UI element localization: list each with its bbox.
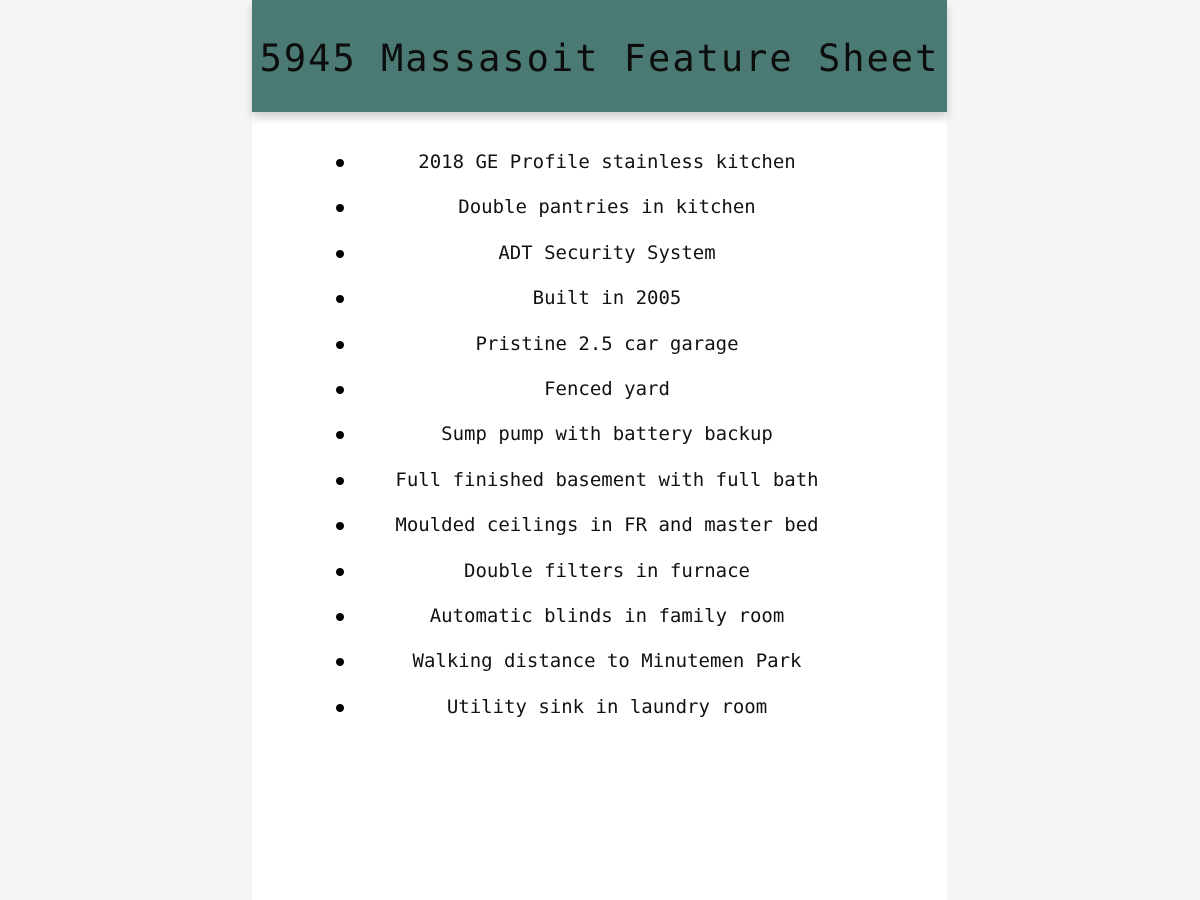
- bullet-icon: [336, 204, 344, 212]
- header-banner: [252, 0, 947, 112]
- list-item: [252, 458, 947, 503]
- bullet-icon: [336, 477, 344, 485]
- feature-sheet: [252, 0, 947, 900]
- bullet-icon: [336, 522, 344, 530]
- feature-text: Pristine 2.5 car garage: [475, 332, 739, 355]
- feature-text: 2018 GE Profile stainless kitchen: [418, 151, 796, 173]
- feature-text: Automatic blinds in family room: [429, 604, 785, 627]
- bullet-icon: [336, 658, 344, 666]
- bullet-icon: [336, 295, 344, 303]
- feature-text: ADT Security System: [498, 241, 716, 264]
- list-item: [252, 685, 947, 730]
- feature-text: Fenced yard: [544, 377, 670, 400]
- bullet-icon: [336, 386, 344, 394]
- bullet-icon: [336, 341, 344, 349]
- list-item: [252, 503, 947, 548]
- feature-text: Moulded ceilings in FR and master bed: [395, 514, 819, 537]
- page-title: 5945 Massasoit Feature Sheet: [259, 36, 940, 80]
- bullet-icon: [336, 431, 344, 439]
- feature-list: [252, 140, 947, 730]
- list-item: [252, 276, 947, 321]
- feature-text: Built in 2005: [532, 287, 682, 310]
- feature-text: Full finished basement with full bath: [395, 468, 819, 491]
- feature-text: Sump pump with battery backup: [441, 423, 773, 446]
- bullet-icon: [336, 250, 344, 258]
- bullet-icon: [336, 159, 344, 167]
- bullet-icon: [336, 613, 344, 621]
- list-item: [252, 594, 947, 639]
- list-item: [252, 185, 947, 230]
- feature-text: Walking distance to Minutemen Park: [412, 650, 802, 673]
- list-item: [252, 322, 947, 367]
- list-item: [252, 639, 947, 684]
- bullet-icon: [336, 568, 344, 576]
- list-item: [252, 412, 947, 457]
- feature-text: Utility sink in laundry room: [446, 695, 768, 718]
- list-item: [252, 140, 947, 185]
- list-item: [252, 231, 947, 276]
- list-item: [252, 549, 947, 594]
- feature-text: Double filters in furnace: [464, 559, 750, 582]
- list-item: [252, 367, 947, 412]
- bullet-icon: [336, 704, 344, 712]
- feature-text: Double pantries in kitchen: [458, 196, 756, 219]
